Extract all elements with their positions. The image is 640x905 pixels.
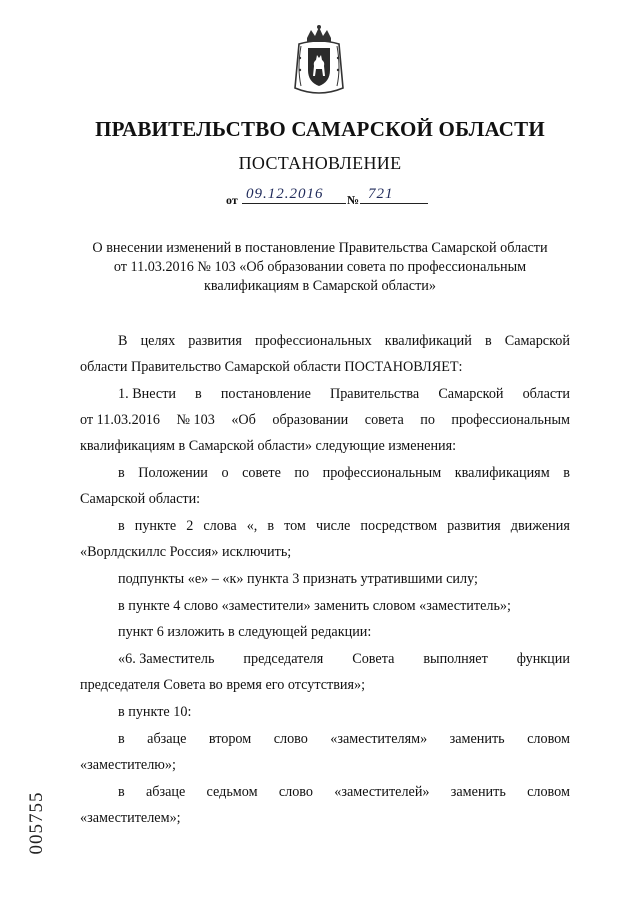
word: в xyxy=(118,784,125,800)
word: совете xyxy=(242,465,281,481)
word: абзаце xyxy=(145,784,186,800)
word: пункте xyxy=(134,518,177,534)
paragraph-line xyxy=(118,650,570,668)
number-prefix: № xyxy=(347,193,360,207)
word: постановление xyxy=(220,386,311,402)
word: словом xyxy=(527,731,570,747)
paragraph-line: в пункте 4 слово «заместители» заменить словом «заместитель»; xyxy=(118,598,511,614)
stamp-number: 005755 xyxy=(26,791,47,855)
word: слово xyxy=(278,784,313,800)
date-prefix: от xyxy=(226,193,238,207)
subject-line: О внесении изменений в постановление Правительства Самарской области xyxy=(92,240,548,256)
word: движения xyxy=(510,518,570,534)
paragraph-line: «Ворлдскиллс Россия» исключить; xyxy=(80,544,292,560)
word: целях xyxy=(140,333,176,349)
word: квалификациям xyxy=(454,465,550,481)
word: образовании xyxy=(272,412,349,428)
paragraph-line xyxy=(118,464,570,482)
word: «, xyxy=(246,518,258,534)
subject-line: квалификациям в Самарской области» xyxy=(204,278,436,294)
paragraph-line xyxy=(118,730,570,748)
date-number-line xyxy=(226,186,436,208)
word: втором xyxy=(208,731,252,747)
paragraph-line: пункт 6 изложить в следующей редакции: xyxy=(118,624,372,640)
word: в xyxy=(118,731,125,747)
paragraph-line xyxy=(80,411,570,429)
word: № 103 xyxy=(176,412,215,428)
subject-line: от 11.03.2016 № 103 «Об образовании совета по профессиональным xyxy=(113,259,527,275)
word: числе xyxy=(315,518,351,534)
document-subject xyxy=(60,239,580,296)
word: Совета xyxy=(352,651,395,667)
word: развития xyxy=(447,518,501,534)
word: заменить xyxy=(449,731,505,747)
paragraph-line: «заместителю»; xyxy=(80,757,176,773)
paragraph-line xyxy=(118,385,570,403)
word: Правительства xyxy=(329,386,420,402)
word: В xyxy=(118,333,128,349)
word: в xyxy=(563,465,570,481)
word: по xyxy=(420,412,435,428)
word: Самарской xyxy=(438,386,504,402)
word: председателя xyxy=(243,651,324,667)
date-underline xyxy=(242,203,346,204)
word: том xyxy=(284,518,306,534)
paragraph-line xyxy=(118,783,570,801)
word: Самарской xyxy=(504,333,570,349)
word: 1. Внести xyxy=(118,386,176,402)
word: в xyxy=(118,465,125,481)
word: «Об xyxy=(231,412,256,428)
paragraph-line: области Правительство Самарской области ПОСТАНОВЛЯЕТ: xyxy=(80,359,463,375)
word: слово xyxy=(273,731,308,747)
word: по xyxy=(294,465,310,481)
paragraph-line: подпункты «е» – «к» пункта 3 признать утратившими силу; xyxy=(118,571,478,587)
word: Положении xyxy=(138,465,208,481)
word: профессиональным xyxy=(451,412,570,428)
word: седьмом xyxy=(206,784,258,800)
word: «6. Заместитель xyxy=(118,651,215,667)
word: области xyxy=(522,386,570,402)
word: функции xyxy=(516,651,570,667)
paragraph-line: в пункте 10: xyxy=(118,704,192,720)
word: профессиональных xyxy=(255,333,372,349)
word: словом xyxy=(527,784,570,800)
word: абзаце xyxy=(147,731,187,747)
coat-of-arms-icon xyxy=(291,24,347,98)
paragraph-line: председателя Совета во время его отсутствия»; xyxy=(80,677,366,693)
word: 2 xyxy=(186,518,194,534)
number-value: 721 xyxy=(368,186,394,202)
date-value: 09.12.2016 xyxy=(246,186,324,202)
word: в xyxy=(484,333,492,349)
document-type: ПОСТАНОВЛЕНИЕ xyxy=(238,153,402,173)
paragraph-line xyxy=(118,517,570,535)
number-underline xyxy=(360,203,428,204)
word: выполняет xyxy=(423,651,488,667)
word: о xyxy=(221,465,229,481)
word: посредством xyxy=(360,518,438,534)
word: развития xyxy=(188,333,242,349)
word: профессиональным xyxy=(322,465,442,481)
word: «заместителям» xyxy=(330,731,428,747)
word: в xyxy=(267,518,275,534)
paragraph-line: «заместителем»; xyxy=(80,810,181,826)
registration-stamp xyxy=(24,776,50,870)
word: квалификаций xyxy=(384,333,472,349)
word: в xyxy=(118,518,125,534)
paragraph-line: Самарской области: xyxy=(80,491,201,507)
word: от 11.03.2016 xyxy=(80,412,160,428)
word: заменить xyxy=(450,784,506,800)
paragraph-line: квалификациям в Самарской области» следующие изменения: xyxy=(80,438,457,454)
word: в xyxy=(195,386,202,402)
word: совета xyxy=(364,412,404,428)
word: «заместителей» xyxy=(334,784,430,800)
word: слова xyxy=(203,518,237,534)
paragraph-line xyxy=(118,332,570,350)
government-title: ПРАВИТЕЛЬСТВО САМАРСКОЙ ОБЛАСТИ xyxy=(95,117,545,141)
